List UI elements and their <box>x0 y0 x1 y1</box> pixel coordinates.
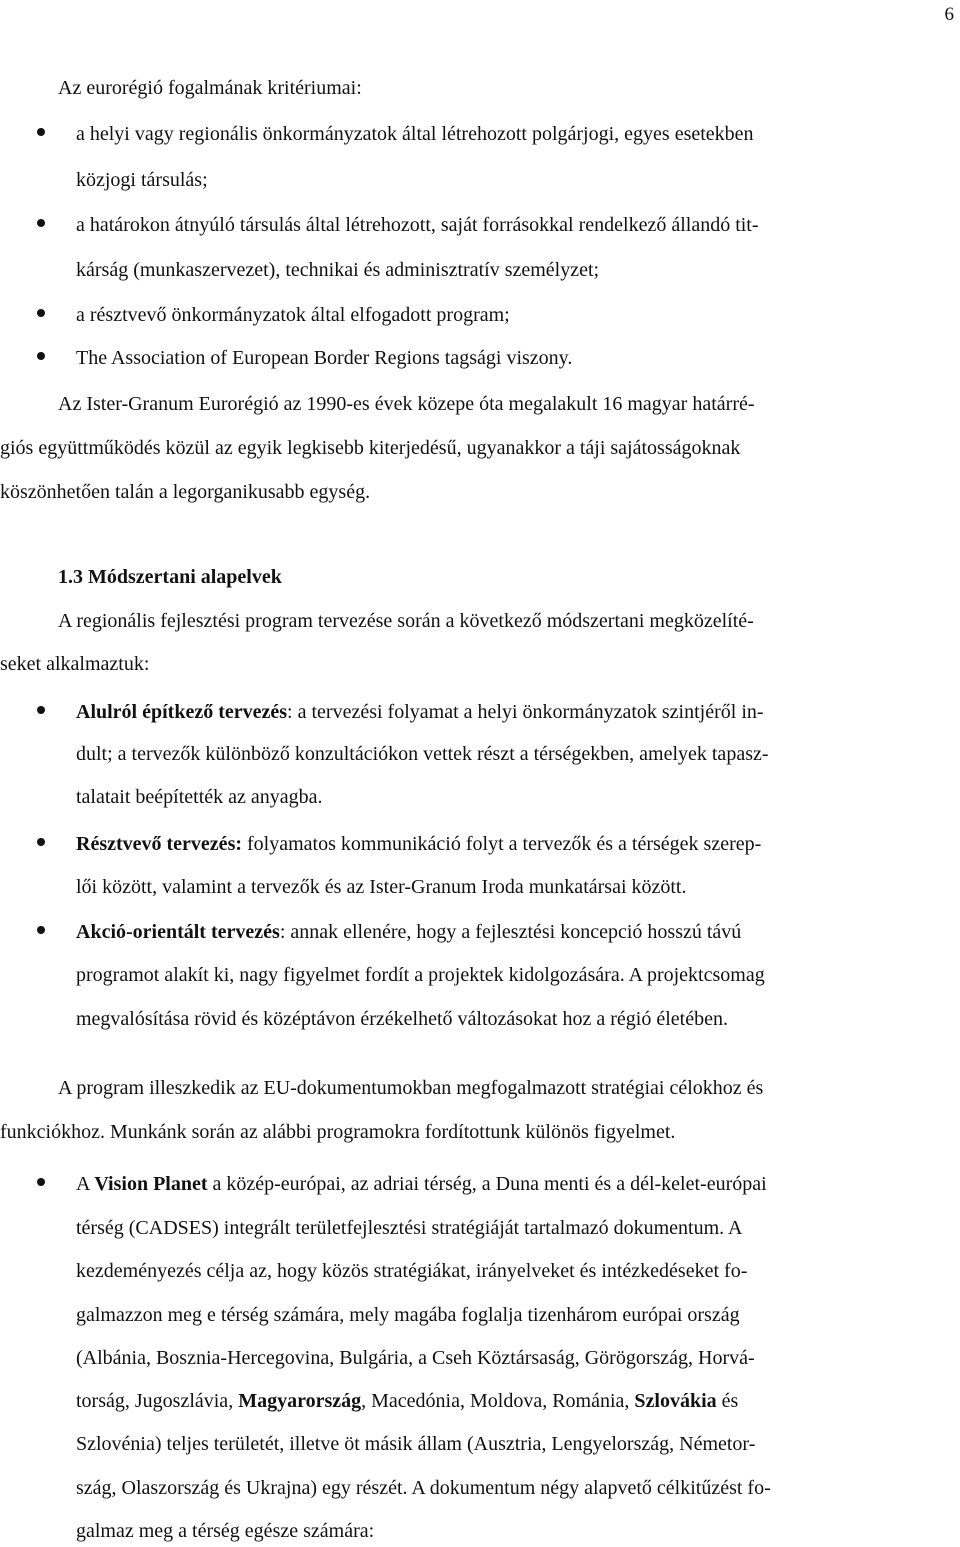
bullet-icon <box>37 926 45 934</box>
country-slovakia: Szlovákia <box>634 1390 717 1412</box>
vision-line-8: szág, Olaszország és Ukrajna) egy részét. A dokumentum négy alapvető célkitűzést fo- <box>76 1477 771 1499</box>
vision-line-7: Szlovénia) teljes területét, illetve öt másik állam (Ausztria, Lengyelország, Németor- <box>76 1433 756 1455</box>
method-text: : annak ellenére, hogy a fejlesztési koncepció hosszú távú <box>279 921 742 943</box>
criteria-item-1-line-1: a helyi vagy regionális önkormányzatok által létrehozott polgárjogi, egyes esetekben <box>76 123 754 145</box>
section-heading: 1.3 Módszertani alapelvek <box>58 566 282 588</box>
bullet-icon <box>37 838 45 846</box>
vision-line-2: térség (CADSES) integrált területfejlesztési stratégiáját tartalmazó dokumentum. A <box>76 1217 743 1239</box>
vision-line-6 <box>76 1389 738 1413</box>
method-text: : a tervezési folyamat a helyi önkormányzatok szintjéről in- <box>287 701 764 723</box>
vision-text: A <box>76 1173 95 1195</box>
vision-line-9: galmaz meg a térség egésze számára: <box>76 1520 375 1542</box>
bullet-icon <box>37 219 45 227</box>
program-paragraph-line-1: A program illeszkedik az EU-dokumentumokban megfogalmazott stratégiai célokhoz és <box>58 1077 764 1099</box>
section-intro-line-1: A regionális fejlesztési program tervezése során a következő módszertani megközelíté- <box>58 610 754 632</box>
ister-paragraph-line-2: giós együttműködés közül az egyik legkisebb kiterjedésű, ugyanakkor a táji sajátosságoknak <box>0 437 741 459</box>
vision-line-1 <box>76 1172 767 1196</box>
method-term: Akció-orientált tervezés <box>76 921 280 943</box>
page-number: 6 <box>944 4 954 25</box>
method-bottom-up-line-3: talatait beépítették az anyagba. <box>76 786 323 808</box>
method-bottom-up-line-1 <box>76 700 764 724</box>
method-action-line-2: programot alakít ki, nagy figyelmet fordít a projektek kidolgozására. A projektcsomag <box>76 964 765 986</box>
bullet-icon <box>37 309 45 317</box>
vision-line-5: (Albánia, Bosznia-Hercegovina, Bulgária, a Cseh Köztársaság, Görögország, Horvá- <box>76 1347 755 1369</box>
method-text: folyamatos kommunikáció folyt a tervezők és a térségek szerep- <box>242 833 762 855</box>
criteria-intro: Az eurorégió fogalmának kritériumai: <box>58 77 362 99</box>
method-term: Résztvevő tervezés: <box>76 833 243 855</box>
section-intro-line-2: seket alkalmaztuk: <box>0 653 150 675</box>
method-action-line-1 <box>76 920 741 944</box>
vision-text: , Macedónia, Moldova, Románia, <box>361 1390 635 1412</box>
vision-line-4: galmazzon meg e térség számára, mely magába foglalja tizenhárom európai ország <box>76 1304 740 1326</box>
vision-planet-term: Vision Planet <box>94 1173 208 1195</box>
criteria-item-4: The Association of European Border Regions tagsági viszony. <box>76 347 573 369</box>
vision-text: a közép-európai, az adriai térség, a Duna menti és a dél-kelet-európai <box>207 1173 767 1195</box>
method-participatory-line-2: lői között, valamint a tervezők és az Ister-Granum Iroda munkatársai között. <box>76 876 687 898</box>
criteria-item-2-line-2: kárság (munkaszervezet), technikai és adminisztratív személyzet; <box>76 259 600 281</box>
bullet-icon <box>37 1178 45 1186</box>
program-paragraph-line-2: funkciókhoz. Munkánk során az alábbi programokra fordítottunk különös figyelmet. <box>0 1121 676 1143</box>
vision-text: és <box>716 1390 739 1412</box>
method-term: Alulról építkező tervezés <box>76 701 288 723</box>
country-hungary: Magyarország <box>238 1390 362 1412</box>
vision-line-3: kezdeményezés célja az, hogy közös stratégiákat, irányelveket és intézkedéseket fo- <box>76 1260 748 1282</box>
method-bottom-up-line-2: dult; a tervezők különböző konzultációkon vettek részt a térségekben, amelyek tapasz- <box>76 743 769 765</box>
ister-paragraph-line-1: Az Ister-Granum Eurorégió az 1990-es évek közepe óta megalakult 16 magyar határré- <box>58 393 755 415</box>
bullet-icon <box>37 706 45 714</box>
bullet-icon <box>37 128 45 136</box>
criteria-item-2-line-1: a határokon átnyúló társulás által létrehozott, saját forrásokkal rendelkező állandó tit- <box>76 214 759 236</box>
vision-text: torság, Jugoszlávia, <box>76 1390 239 1412</box>
criteria-item-3: a résztvevő önkormányzatok által elfogadott program; <box>76 304 510 326</box>
criteria-item-1-line-2: közjogi társulás; <box>76 169 208 191</box>
method-participatory-line-1 <box>76 832 761 856</box>
bullet-icon <box>37 352 45 360</box>
method-action-line-3: megvalósítása rövid és középtávon érzékelhető változásokat hoz a régió életében. <box>76 1008 728 1030</box>
ister-paragraph-line-3: köszönhetően talán a legorganikusabb egység. <box>0 481 371 503</box>
